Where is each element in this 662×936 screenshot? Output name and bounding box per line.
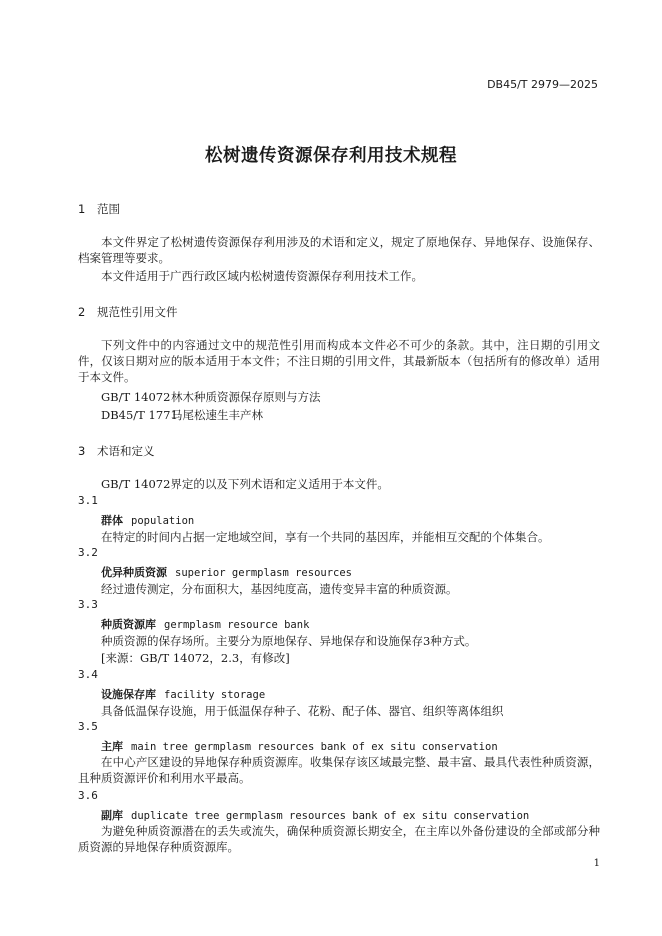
term-number: 3.6	[78, 789, 98, 802]
reference-code: DB45/T 1771	[101, 408, 178, 422]
term-zh: 优异种质资源	[101, 566, 167, 579]
term-number: 3.5	[78, 720, 98, 733]
term-definition: 种质资源的保存场所。主要分为原地保存、异地保存和设施保存3种方式。	[101, 634, 477, 648]
term-en: superior germplasm resources	[175, 567, 353, 579]
term-definition: 具备低温保存设施，用于低温保存种子、花粉、配子体、器官、组织等离体组织	[101, 704, 504, 718]
term-definition: 为避免种质资源潜在的丢失或流失，确保种质资源长期安全，在主库以外备份建设的全部或部分种质资源的异地保存种质资源库。	[78, 824, 600, 854]
reference-name: 马尾松速生丰产林	[171, 408, 263, 422]
terms-intro: GB/T 14072界定的以及下列术语和定义适用于本文件。	[101, 477, 389, 491]
term-en: population	[131, 515, 195, 527]
term-number: 3.3	[78, 598, 98, 611]
term-entry	[101, 738, 498, 754]
section-number: 1	[78, 202, 86, 216]
term-definition: 经过遗传测定，分布面积大，基因纯度高，遗传变异丰富的种质资源。	[101, 582, 458, 596]
term-en: main tree germplasm resources bank of ex situ conservation	[131, 741, 498, 753]
doc-id-header: DB45/T 2979—2025	[487, 78, 598, 91]
term-entry	[101, 686, 265, 702]
section-number: 2	[78, 305, 86, 319]
scope-paragraph-1: 本文件界定了松树遗传资源保存利用涉及的术语和定义，规定了原地保存、异地保存、设施保存、档案管理等要求。	[78, 235, 600, 265]
term-definition: 在中心产区建设的异地保存种质资源库。收集保存该区域最完整、最丰富、最具代表性种质资源，且种质资源评价和利用水平最高。	[78, 755, 600, 785]
term-number: 3.4	[78, 668, 98, 681]
term-entry	[101, 512, 194, 528]
section-title: 范围	[97, 202, 120, 216]
reference-name: 林木种质资源保存原则与方法	[171, 390, 321, 404]
term-number: 3.1	[78, 494, 98, 507]
term-number: 3.2	[78, 546, 98, 559]
document-title: 松树遗传资源保存利用技术规程	[205, 146, 457, 166]
term-entry	[101, 564, 352, 580]
section-title: 术语和定义	[97, 444, 155, 458]
section-number: 3	[78, 444, 86, 458]
reference-item	[101, 389, 321, 405]
term-zh: 设施保存库	[101, 688, 156, 701]
section-3-heading	[78, 443, 155, 459]
normative-ref-paragraph: 下列文件中的内容通过文中的规范性引用而构成本文件必不可少的条款。其中，注日期的引用文件，仅该日期对应的版本适用于本文件；不注日期的引用文件，其最新版本（包括所有的修改单）适用于本文件。	[78, 338, 600, 384]
section-1-heading	[78, 201, 120, 217]
section-title: 规范性引用文件	[97, 305, 178, 319]
term-entry	[101, 616, 309, 632]
page-number: 1	[593, 858, 600, 869]
term-en: germplasm resource bank	[164, 619, 310, 631]
section-2-heading	[78, 304, 178, 320]
term-en: facility storage	[164, 689, 266, 701]
term-zh: 群体	[101, 514, 123, 527]
term-zh: 副库	[101, 809, 123, 822]
term-entry	[101, 807, 529, 823]
term-en: duplicate tree germplasm resources bank of ex situ conservation	[131, 810, 530, 822]
term-zh: 种质资源库	[101, 618, 156, 631]
term-zh: 主库	[101, 740, 123, 753]
scope-paragraph-2: 本文件适用于广西行政区域内松树遗传资源保存利用技术工作。	[101, 269, 423, 283]
term-definition: 在特定的时间内占据一定地域空间，享有一个共同的基因库，并能相互交配的个体集合。	[101, 530, 550, 544]
reference-code: GB/T 14072	[101, 390, 171, 404]
reference-item	[101, 407, 263, 423]
term-source: [来源：GB/T 14072，2.3，有修改]	[101, 651, 290, 665]
